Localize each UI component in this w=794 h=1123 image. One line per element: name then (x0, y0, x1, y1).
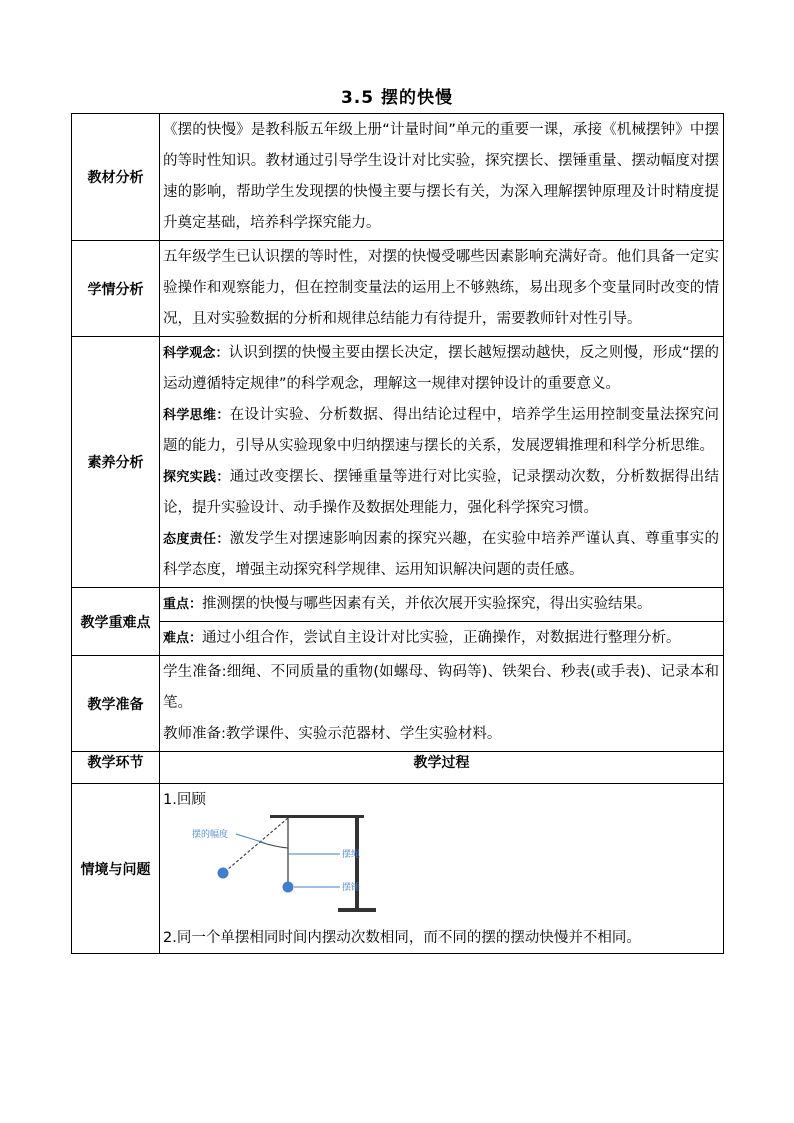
pendulum-bob (283, 882, 294, 893)
prep-student: 学生准备:细绳、不同质量的重物(如螺母、钩码等)、铁架台、秒表(或手表)、记录本和笔。 (163, 664, 719, 711)
material-label: 教材分析 (72, 114, 160, 241)
keypoints-label: 教学重难点 (72, 588, 160, 656)
difficulty-head: 难点： (163, 631, 203, 646)
literacy-item (163, 524, 719, 586)
prep-teacher: 教师准备:教学课件、实验示范器材、学生实验材料。 (163, 726, 502, 742)
scene-label: 情境与问题 (72, 784, 160, 954)
scene-line-observation: 2.同一个单摆相同时间内摆动次数相同，而不同的摆的摆动快慢并不相同。 (163, 930, 641, 946)
students-text: 五年级学生已认识摆的等时性，对摆的快慢受哪些因素影响充满好奇。他们具备一定实验操作和观察能力，但在控制变量法的运用上不够熟练，易出现多个变量同时改变的情况，且对实验数据的分析和规律总结能力有待提升，需要教师针对性引导。 (160, 241, 724, 337)
pendulum-rope-swung (227, 818, 288, 870)
process-header-process: 教学过程 (160, 752, 724, 784)
bob-label: 摆锤 (342, 883, 361, 893)
literacy-item-text: 激发学生对摆速影响因素的探究兴趣，在实验中培养严谨认真、尊重事实的科学态度，增强主动探究科学规律、运用知识解决问题的责任感。 (163, 531, 719, 578)
scene-line-review: 1.回顾 (163, 792, 206, 808)
row-material (72, 114, 724, 241)
difficulty-body: 通过小组合作，尝试自主设计对比实验，正确操作，对数据进行整理分析。 (202, 630, 681, 646)
literacy-item (163, 338, 719, 400)
process-header-stage: 教学环节 (72, 752, 160, 784)
literacy-item-head: 科学思维： (163, 408, 230, 423)
row-keypoint (72, 588, 724, 622)
literacy-item-head: 态度责任： (163, 532, 230, 547)
literacy-item (163, 400, 719, 462)
stand-base (338, 908, 376, 912)
prep-cell (160, 656, 724, 752)
row-prep (72, 656, 724, 752)
stand-pole (355, 815, 359, 910)
pendulum-diagram (190, 812, 390, 922)
literacy-item-text: 通过改变摆长、摆锤重量等进行对比实验，记录摆动次数，分析数据得出结论，提升实验设计、动手操作及数据处理能力，强化科学探究习惯。 (163, 469, 719, 516)
literacy-item (163, 462, 719, 524)
students-label: 学情分析 (72, 241, 160, 337)
row-process-header (72, 752, 724, 784)
difficulty-text (160, 622, 724, 656)
keypoint-text (160, 588, 724, 622)
rope-label: 摆绳 (342, 850, 361, 860)
keypoint-head: 重点： (163, 597, 203, 612)
stand-top-bar (270, 815, 364, 818)
literacy-item-text: 认识到摆的快慢主要由摆长决定，摆长越短摆动越快，反之则慢，形成“摆的运动遵循特定规律”的科学观念，理解这一规律对摆钟设计的重要意义。 (163, 345, 719, 392)
row-difficulty (72, 622, 724, 656)
page-title: 3.5 摆的快慢 (340, 88, 454, 108)
row-literacy (72, 337, 724, 588)
pendulum-bob-swung (218, 868, 229, 879)
literacy-item-text: 在设计实验、分析数据、得出结论过程中，培养学生运用控制变量法探究问题的能力，引导从实验现象中归纳摆速与摆长的关系，发展逻辑推理和科学分析思维。 (163, 407, 719, 454)
amplitude-pointer (236, 834, 265, 843)
keypoint-body: 推测摆的快慢与哪些因素有关，并依次展开实验探究，得出实验结果。 (202, 596, 652, 612)
prep-label: 教学准备 (72, 656, 160, 752)
material-text: 《摆的快慢》是教科版五年级上册“计量时间”单元的重要一课，承接《机械摆钟》中摆的等时性知识。教材通过引导学生设计对比实验，探究摆长、摆锤重量、摆动幅度对摆速的影响，帮助学生发现摆的快慢主要与摆长有关，为深入理解摆钟原理及计时精度提升奠定基础，培养科学探究能力。 (160, 114, 724, 241)
literacy-item-head: 科学观念： (163, 346, 229, 361)
amplitude-label: 摆的幅度 (192, 830, 229, 840)
literacy-item-head: 探究实践： (163, 470, 230, 485)
literacy-cell (160, 337, 724, 588)
lesson-plan-table (71, 113, 724, 954)
row-students (72, 241, 724, 337)
literacy-label: 素养分析 (72, 337, 160, 588)
row-scene (72, 784, 724, 954)
scene-cell (160, 784, 724, 954)
